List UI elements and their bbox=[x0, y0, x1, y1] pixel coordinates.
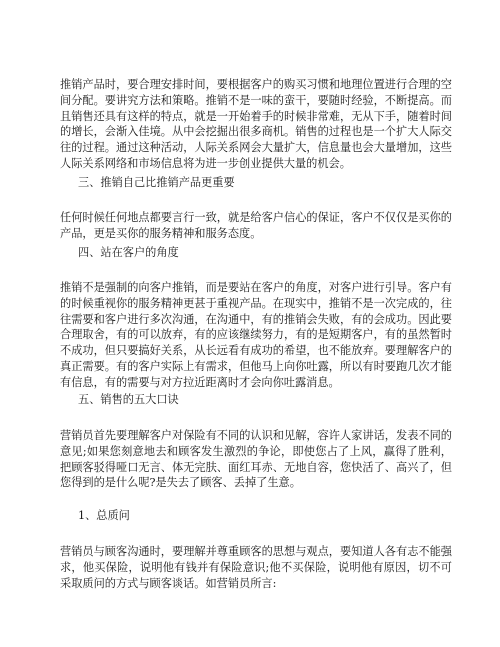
paragraph-no-questioning: 营销员与顾客沟通时，要理解并尊重顾客的思想与观点，要知道人各有志不能强求，他买保险，说明他有钱并有保险意识;他不买保险，说明他有原因，切不可采取质问的方式与顾客谈话。如营销员所言: bbox=[60, 545, 452, 590]
section-heading-3: 三、推销自己比推销产品更重要 bbox=[78, 176, 235, 189]
section-heading-4: 四、站在客户的角度 bbox=[78, 246, 179, 259]
section-heading-5: 五、销售的五大口诀 bbox=[78, 393, 179, 406]
paragraph-understand-customers: 营销员首先要理解客户对保险有不同的认识和见解，容许人家讲话，发表不同的意见;如果您刻意地去和顾客发生激烈的争论，即使您占了上风，赢得了胜利，把顾客驳得哑口无言、体无完肤、面红耳赤、无地自容，您快活了、高兴了，但您得到的是什么呢?是失去了顾客、丢掉了生意。 bbox=[60, 429, 452, 490]
paragraph-time-management: 推销产品时，要合理安排时间，要根据客户的购买习惯和地理位置进行合理的空间分配。要讲究方法和策略。推销不是一味的蛮干，要随时经验，不断提高。而且销售还具有这样的特点，就是一开始着手的时候非常难，无从下手，随着时间的增长，会渐入佳境。从中会挖掘出很多商机。销售的过程也是一个扩大人际交往的过程。通过这种活动，人际关系网会大量扩大，信息量也会大量增加，这些人际关系网络和市场信息将为进一步创业提供大量的机会。 bbox=[60, 78, 452, 170]
paragraph-customer-perspective: 推销不是强制的向客户推销，而是要站在客户的角度，对客户进行引导。客户有的时候重视你的服务精神更甚于重视产品。在现实中，推销不是一次完成的，往往需要和客户进行多次沟通，在沟通中，有的推销会失败，有的会成功。因此要合理取舍，有的可以放弃，有的应该继续努力，有的是短期客户，有的虽然暂时不成功，但只要搞好关系，从长远看有成功的希望，也不能放弃。要理解客户的真正需要。有的客户实际上有需求，但他马上向你吐露，所以有时要跑几次才能有信息，有的需要与对方拉近距离时才会向你吐露消息。 bbox=[60, 281, 452, 389]
section-heading-1: 1、总质问 bbox=[78, 509, 130, 522]
paragraph-consistency: 任何时候任何地点都要言行一致，就是给客户信心的保证，客户不仅仅是买你的产品，更是买你的服务精神和服务态度。 bbox=[60, 211, 452, 240]
